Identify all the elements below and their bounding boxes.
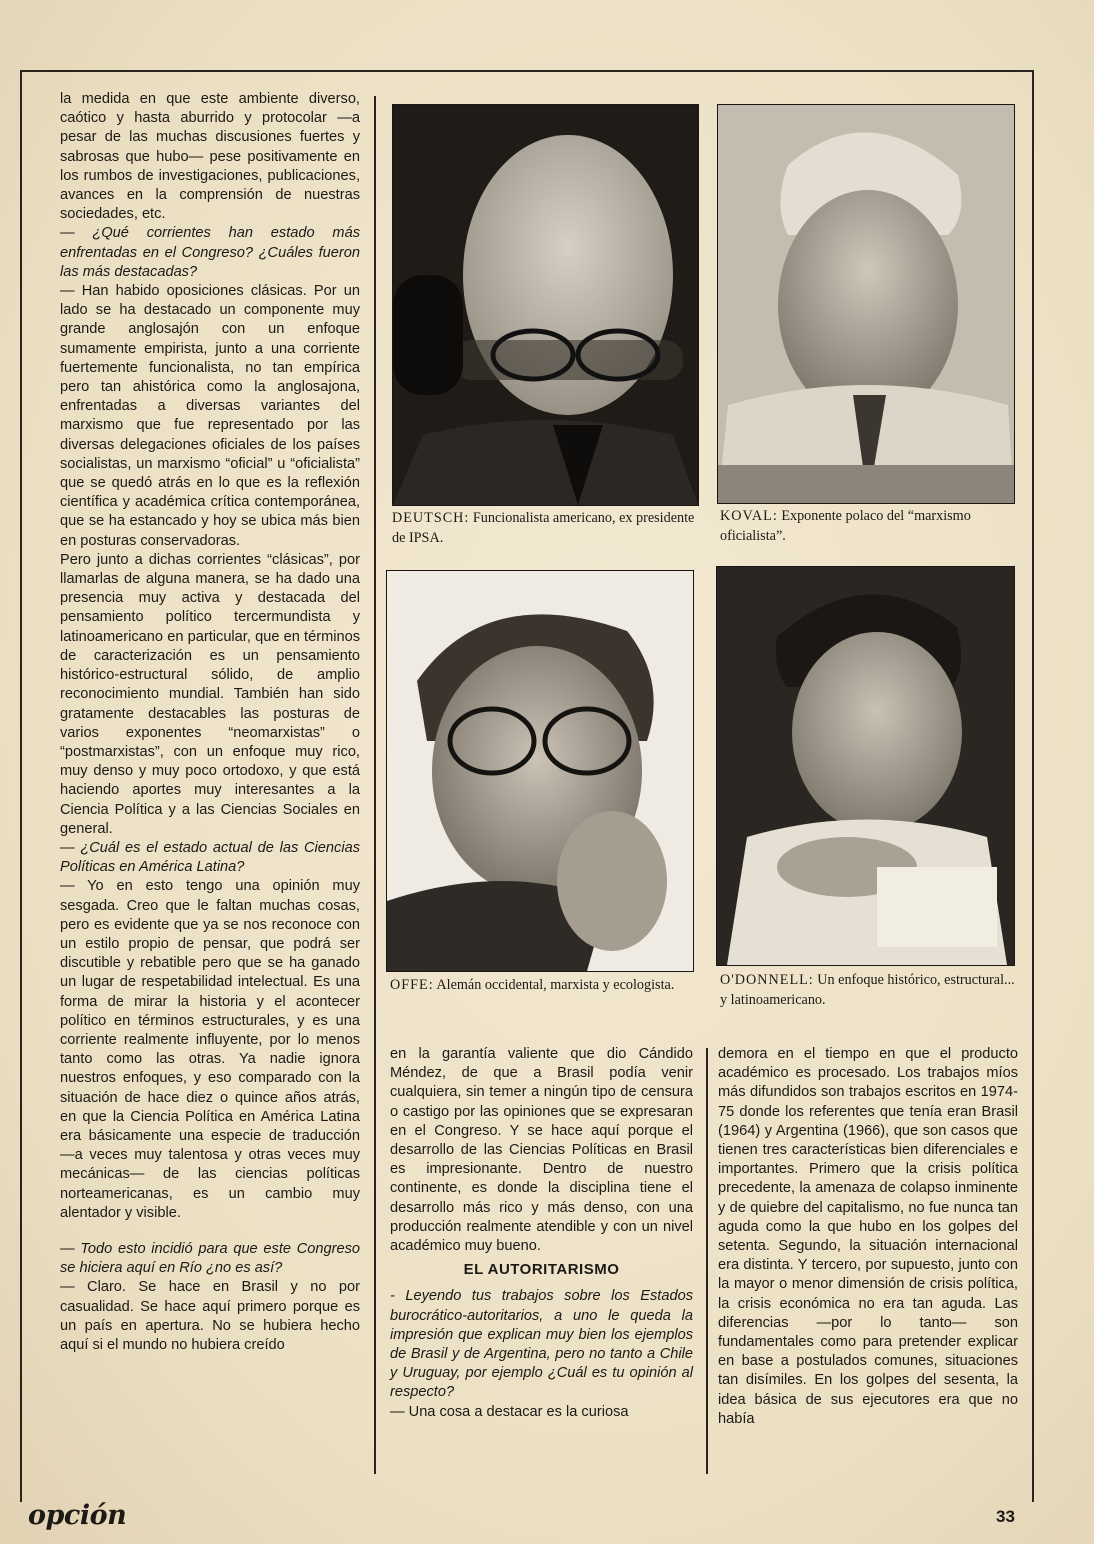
photo-offe — [386, 570, 694, 972]
column-divider — [374, 96, 376, 1474]
paragraph: en la garantía valiente que dio Cándido Méndez, de que a Brasil podía venir cualquiera, sin temer a ningún tipo de censura o castigo por las opiniones que se expresaran en el Congreso. Y se hace aquí porque el desarrollo de las Ciencias Políticas en Brasil es impresionante. Dentro de nuestro continente, es donde la disciplina tiene el desarrollo más rico y más denso, con una producción realmente atendible y con un nivel académico muy bueno. — [390, 1046, 693, 1255]
paragraph: demora en el tiempo en que el producto académico es procesado. Los trabajos míos más difundidos son trabajos escritos en 1974-75 donde los referentes que tenía eran Brasil (1964) y Argentina (1966), que son casos que tienen tres características bien diferenciales e importantes. Primero que la crisis política precedente, la amenaza de colapso inminente y de quiebre del capitalismo, no fue nunca tan aguda como la que hubo en los golpes del setenta. Segundo, la situación internacional era distinta. Y tercero, por supuesto, junto con la mayor o menor dimensión de crisis política, la crisis económica no era tan aguda. Las diferencias —por lo tanto— son fundamentales como para pretender explicar en base a postulados comunes, situaciones tan disímiles. En los golpes del sesenta, la idea básica de sus ejecutores era que no había — [718, 1046, 1018, 1427]
caption-text: Exponente polaco del “marxismo oficialista”. — [720, 508, 971, 544]
interview-question: — ¿Cuál es el estado actual de las Ciencias Políticas en América Latina? — [60, 839, 360, 876]
photo-koval — [717, 104, 1015, 504]
photo-deutsch — [392, 104, 699, 506]
photo-odonnell — [716, 566, 1015, 966]
caption-name: KOVAL: — [720, 508, 778, 524]
section-heading: EL AUTORITARISMO — [463, 1261, 620, 1279]
caption-name: O'DONNELL: — [720, 972, 814, 988]
caption-name: DEUTSCH: — [392, 510, 470, 526]
interview-question: — ¿Qué corrientes han estado más enfrentadas en el Congreso? ¿Cuáles fueron las más destacadas? — [60, 225, 360, 280]
interview-question: — Todo esto incidió para que este Congreso se hiciera aquí en Río ¿no es así? — [60, 1240, 360, 1277]
caption-koval — [720, 506, 1016, 546]
paragraph-gap — [60, 1223, 360, 1240]
paragraph: la medida en que este ambiente diverso, caótico y hasta aburrido y protocolar —a pesar de las muchas discusiones fuertes y sabrosas que hubo— pese positivamente en los rumbos de investigaciones, publicaciones, avances en la comprensión de nuestras sociedades, etc. — [60, 91, 360, 223]
caption-text: Funcionalista americano, ex presidente de IPSA. — [392, 510, 695, 546]
paragraph: — Han habido oposiciones clásicas. Por un lado se ha destacado un componente muy grande anglosajón con un enfoque sumamente empirista, junto a una corriente fuertemente funcionalista, no tan empírica pero tan ahistórica como la anglosajona, enfrentadas a diversas variantes del marxismo que fue representado por las diversas delegaciones oficiales de los países socialistas, un marxismo “oficial” u “oficialista” que se quedó atrás en lo que es la reflexión científica y académica crítica contemporánea, que se ha estancado y hoy se ubica más bien en posturas conservadoras. — [60, 283, 360, 549]
caption-text: Un enfoque histórico, estructural... y latinoamericano. — [720, 972, 1015, 1008]
paragraph: — Una cosa a destacar es la curiosa — [390, 1403, 629, 1420]
paragraph: — Claro. Se hace en Brasil y no por casualidad. Se hace aquí primero porque es un país en apertura. No se hubiera hecho aquí si el mundo no hubiera creído — [60, 1279, 360, 1353]
caption-odonnell — [720, 970, 1016, 1010]
caption-offe — [390, 975, 690, 995]
caption-deutsch — [392, 508, 697, 548]
paragraph: Pero junto a dichas corrientes “clásicas”, por llamarlas de alguna manera, se ha dado una presencia muy activa y destacada del pensamiento político tercermundista y latinoamericano en particular, que en términos de caracterización es un pensamiento histórico-estructural sólido, de amplio reconocimiento mundial. También han sido gratamente destacables las posturas de varios exponentes “neomarxistas” o “postmarxistas”, con un enfoque muy rico, muy denso y muy poco ortodoxo, y que está haciendo aportes muy interesantes a la Ciencia Política y a las Ciencias Sociales en general. — [60, 551, 360, 837]
article-column-1 — [60, 90, 360, 1355]
article-column-2 — [390, 1045, 693, 1422]
page-number: 33 — [996, 1507, 1015, 1526]
column-divider — [706, 1048, 708, 1474]
caption-text: Alemán occidental, marxista y ecologista. — [436, 977, 675, 993]
article-column-3 — [718, 1045, 1018, 1429]
interview-question: - Leyendo tus trabajos sobre los Estados burocrático-autoritarios, a uno le queda la impresión que explican muy bien los ejemplos de Brasil y de Argentina, pero no tanto a Chile y Uruguay, por ejemplo ¿Cuál es tu opinión al respecto? — [390, 1288, 693, 1401]
caption-name: OFFE: — [390, 977, 434, 993]
magazine-logo: opción — [28, 1500, 127, 1531]
paragraph: — Yo en esto tengo una opinión muy sesgada. Creo que le faltan muchas cosas, pero es evidente que ya se nos reconoce con un estilo propio de pensar, que podrá ser discutible y rebatible pero que se ha ganado un lugar de respetabilidad intelectual. Es una forma de mirar la historia y el acontecer político en términos estructurales, y es una corriente realmente influyente, por lo menos tanto como las otras. Ya nadie ignora nuestros enfoques, y eso comparado con la situación de hace diez o quince años atrás, en que la Ciencia Política en América Latina era básicamente una especie de traducción —a veces muy talentosa y otras veces muy mecánicas— de las ciencias políticas norteamericanas, es un cambio muy alentador y visible. — [60, 878, 360, 1221]
